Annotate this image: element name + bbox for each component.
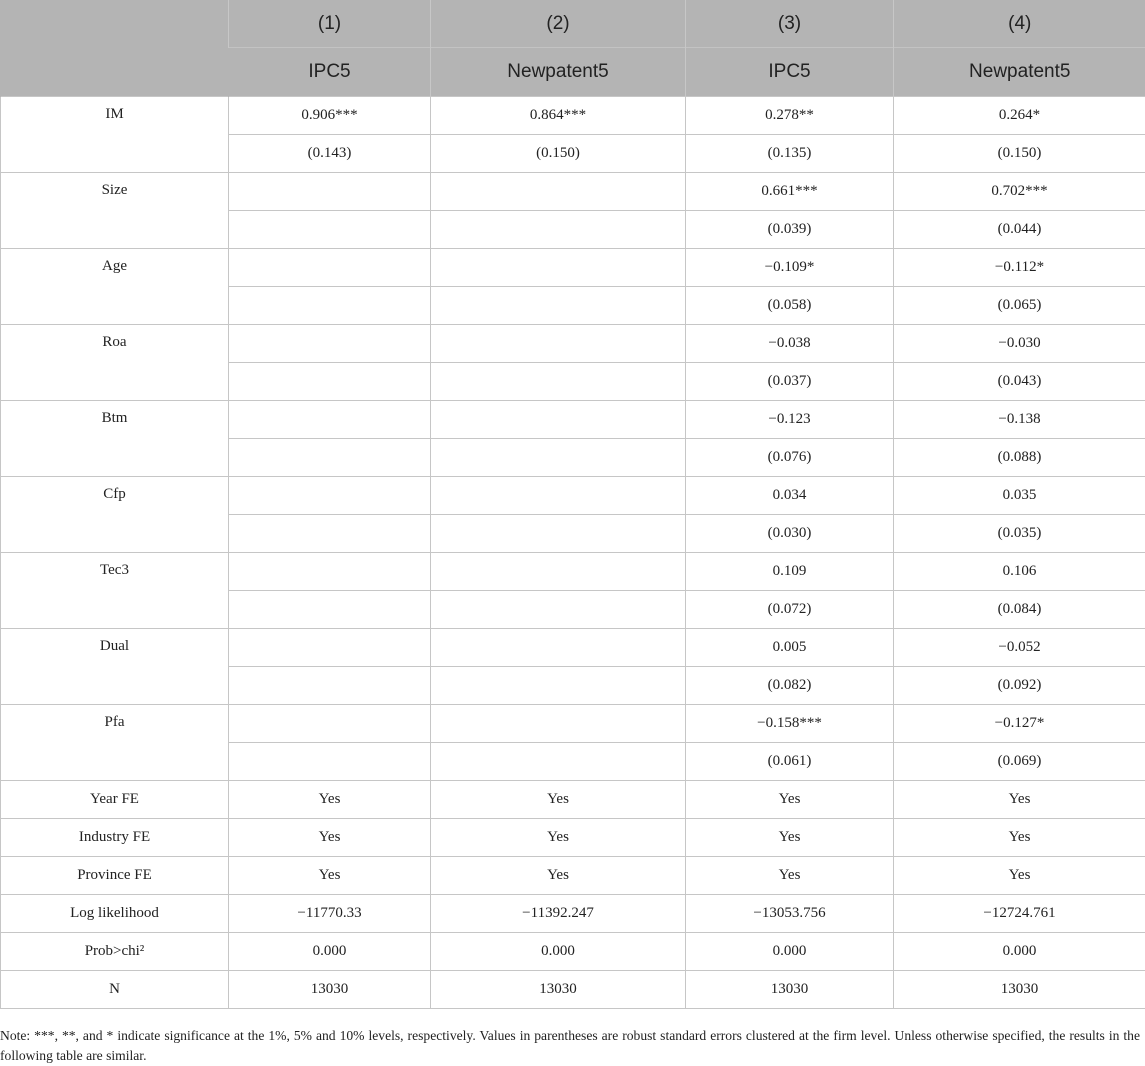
standard-error-cell: (0.082) — [686, 667, 894, 705]
header-corner — [1, 0, 229, 97]
standard-error-cell: (0.065) — [894, 287, 1145, 325]
coefficient-cell — [229, 705, 431, 743]
stat-value-cell: −13053.756 — [686, 895, 894, 933]
stat-value-cell: Yes — [229, 781, 431, 819]
stat-value-cell: 13030 — [431, 971, 686, 1009]
coefficient-cell — [229, 629, 431, 667]
stat-value-cell: 0.000 — [431, 933, 686, 971]
coefficient-cell — [431, 477, 686, 515]
coefficient-cell — [431, 173, 686, 211]
coef-row — [1, 173, 1145, 211]
header-number: (4) — [894, 0, 1145, 48]
coefficient-cell — [229, 401, 431, 439]
coefficient-cell: 0.109 — [686, 553, 894, 591]
header-depvar: IPC5 — [686, 48, 894, 97]
header-depvar: Newpatent5 — [431, 48, 686, 97]
coefficient-cell — [229, 477, 431, 515]
coefficient-cell: 0.702*** — [894, 173, 1145, 211]
stat-value-cell: 0.000 — [686, 933, 894, 971]
coefficient-cell: 0.264* — [894, 97, 1145, 135]
standard-error-cell: (0.058) — [686, 287, 894, 325]
standard-error-cell: (0.092) — [894, 667, 1145, 705]
variable-label: Age — [1, 249, 229, 325]
standard-error-cell — [431, 515, 686, 553]
coefficient-cell — [431, 249, 686, 287]
stat-row — [1, 781, 1145, 819]
standard-error-cell — [229, 439, 431, 477]
coefficient-cell: −0.109* — [686, 249, 894, 287]
coef-row — [1, 629, 1145, 667]
coefficient-cell: −0.138 — [894, 401, 1145, 439]
stat-row — [1, 895, 1145, 933]
standard-error-cell: (0.037) — [686, 363, 894, 401]
stat-value-cell: 13030 — [894, 971, 1145, 1009]
stat-value-cell: −11392.247 — [431, 895, 686, 933]
coefficient-cell: 0.661*** — [686, 173, 894, 211]
standard-error-cell: (0.084) — [894, 591, 1145, 629]
variable-label: Tec3 — [1, 553, 229, 629]
header-depvar: Newpatent5 — [894, 48, 1145, 97]
stat-label: Industry FE — [1, 819, 229, 857]
table-header — [1, 0, 1145, 97]
coefficient-cell: −0.030 — [894, 325, 1145, 363]
stat-row — [1, 819, 1145, 857]
coef-row — [1, 401, 1145, 439]
standard-error-cell — [229, 287, 431, 325]
coefficient-cell — [431, 401, 686, 439]
stat-value-cell: Yes — [431, 857, 686, 895]
stat-label: Prob>chi² — [1, 933, 229, 971]
coef-row — [1, 249, 1145, 287]
standard-error-cell — [431, 743, 686, 781]
table-body — [1, 97, 1145, 1009]
coefficient-cell: −0.052 — [894, 629, 1145, 667]
coefficient-cell: −0.038 — [686, 325, 894, 363]
stat-value-cell: 0.000 — [229, 933, 431, 971]
coefficient-cell: 0.005 — [686, 629, 894, 667]
standard-error-cell — [229, 515, 431, 553]
stat-label: Province FE — [1, 857, 229, 895]
coef-row — [1, 97, 1145, 135]
stat-row — [1, 933, 1145, 971]
variable-label: Pfa — [1, 705, 229, 781]
coefficient-cell: 0.864*** — [431, 97, 686, 135]
header-number: (1) — [229, 0, 431, 48]
coefficient-cell — [229, 553, 431, 591]
stat-value-cell: −12724.761 — [894, 895, 1145, 933]
stat-value-cell: Yes — [894, 781, 1145, 819]
coefficient-cell — [431, 705, 686, 743]
standard-error-cell: (0.061) — [686, 743, 894, 781]
stat-value-cell: Yes — [894, 857, 1145, 895]
standard-error-cell — [229, 743, 431, 781]
stat-row — [1, 971, 1145, 1009]
stat-value-cell: Yes — [229, 819, 431, 857]
stat-value-cell: Yes — [686, 857, 894, 895]
variable-label: Size — [1, 173, 229, 249]
coefficient-cell — [229, 249, 431, 287]
standard-error-cell: (0.135) — [686, 135, 894, 173]
standard-error-cell: (0.143) — [229, 135, 431, 173]
coefficient-cell — [431, 629, 686, 667]
standard-error-cell — [229, 363, 431, 401]
coefficient-cell: −0.112* — [894, 249, 1145, 287]
stat-row — [1, 857, 1145, 895]
coefficient-cell — [229, 173, 431, 211]
standard-error-cell — [431, 363, 686, 401]
standard-error-cell: (0.150) — [894, 135, 1145, 173]
coef-row — [1, 553, 1145, 591]
standard-error-cell: (0.039) — [686, 211, 894, 249]
stat-value-cell: Yes — [431, 781, 686, 819]
stat-value-cell: 13030 — [229, 971, 431, 1009]
standard-error-cell — [229, 667, 431, 705]
standard-error-cell — [431, 667, 686, 705]
variable-label: Roa — [1, 325, 229, 401]
header-depvar: IPC5 — [229, 48, 431, 97]
variable-label: IM — [1, 97, 229, 173]
standard-error-cell — [229, 211, 431, 249]
header-row-numbers — [1, 0, 1145, 48]
standard-error-cell: (0.069) — [894, 743, 1145, 781]
coef-row — [1, 705, 1145, 743]
standard-error-cell — [431, 211, 686, 249]
standard-error-cell: (0.035) — [894, 515, 1145, 553]
coefficient-cell: −0.158*** — [686, 705, 894, 743]
standard-error-cell — [431, 439, 686, 477]
coefficient-cell: 0.278** — [686, 97, 894, 135]
stat-value-cell: Yes — [431, 819, 686, 857]
table-note: Note: ***, **, and * indicate significance at the 1%, 5% and 10% levels, respectively. Values in parentheses are robust standard errors clustered at the firm level. Unless otherwise specified, the results in the following table are similar. — [0, 1026, 1140, 1066]
header-number: (3) — [686, 0, 894, 48]
coefficient-cell: 0.906*** — [229, 97, 431, 135]
standard-error-cell: (0.044) — [894, 211, 1145, 249]
stat-label: Year FE — [1, 781, 229, 819]
stat-value-cell: 13030 — [686, 971, 894, 1009]
coefficient-cell — [431, 553, 686, 591]
coefficient-cell — [431, 325, 686, 363]
stat-value-cell: Yes — [894, 819, 1145, 857]
stat-label: N — [1, 971, 229, 1009]
standard-error-cell: (0.150) — [431, 135, 686, 173]
coefficient-cell: 0.035 — [894, 477, 1145, 515]
standard-error-cell: (0.030) — [686, 515, 894, 553]
coefficient-cell — [229, 325, 431, 363]
variable-label: Cfp — [1, 477, 229, 553]
variable-label: Btm — [1, 401, 229, 477]
stat-label: Log likelihood — [1, 895, 229, 933]
variable-label: Dual — [1, 629, 229, 705]
standard-error-cell: (0.043) — [894, 363, 1145, 401]
coef-row — [1, 325, 1145, 363]
coefficient-cell: −0.127* — [894, 705, 1145, 743]
standard-error-cell: (0.072) — [686, 591, 894, 629]
standard-error-cell: (0.076) — [686, 439, 894, 477]
coefficient-cell: 0.034 — [686, 477, 894, 515]
standard-error-cell — [431, 287, 686, 325]
coefficient-cell: 0.106 — [894, 553, 1145, 591]
stat-value-cell: Yes — [686, 819, 894, 857]
standard-error-cell — [229, 591, 431, 629]
stat-value-cell: Yes — [229, 857, 431, 895]
coef-row — [1, 477, 1145, 515]
stat-value-cell: −11770.33 — [229, 895, 431, 933]
standard-error-cell — [431, 591, 686, 629]
standard-error-cell: (0.088) — [894, 439, 1145, 477]
stat-value-cell: 0.000 — [894, 933, 1145, 971]
stat-value-cell: Yes — [686, 781, 894, 819]
coefficient-cell: −0.123 — [686, 401, 894, 439]
header-number: (2) — [431, 0, 686, 48]
